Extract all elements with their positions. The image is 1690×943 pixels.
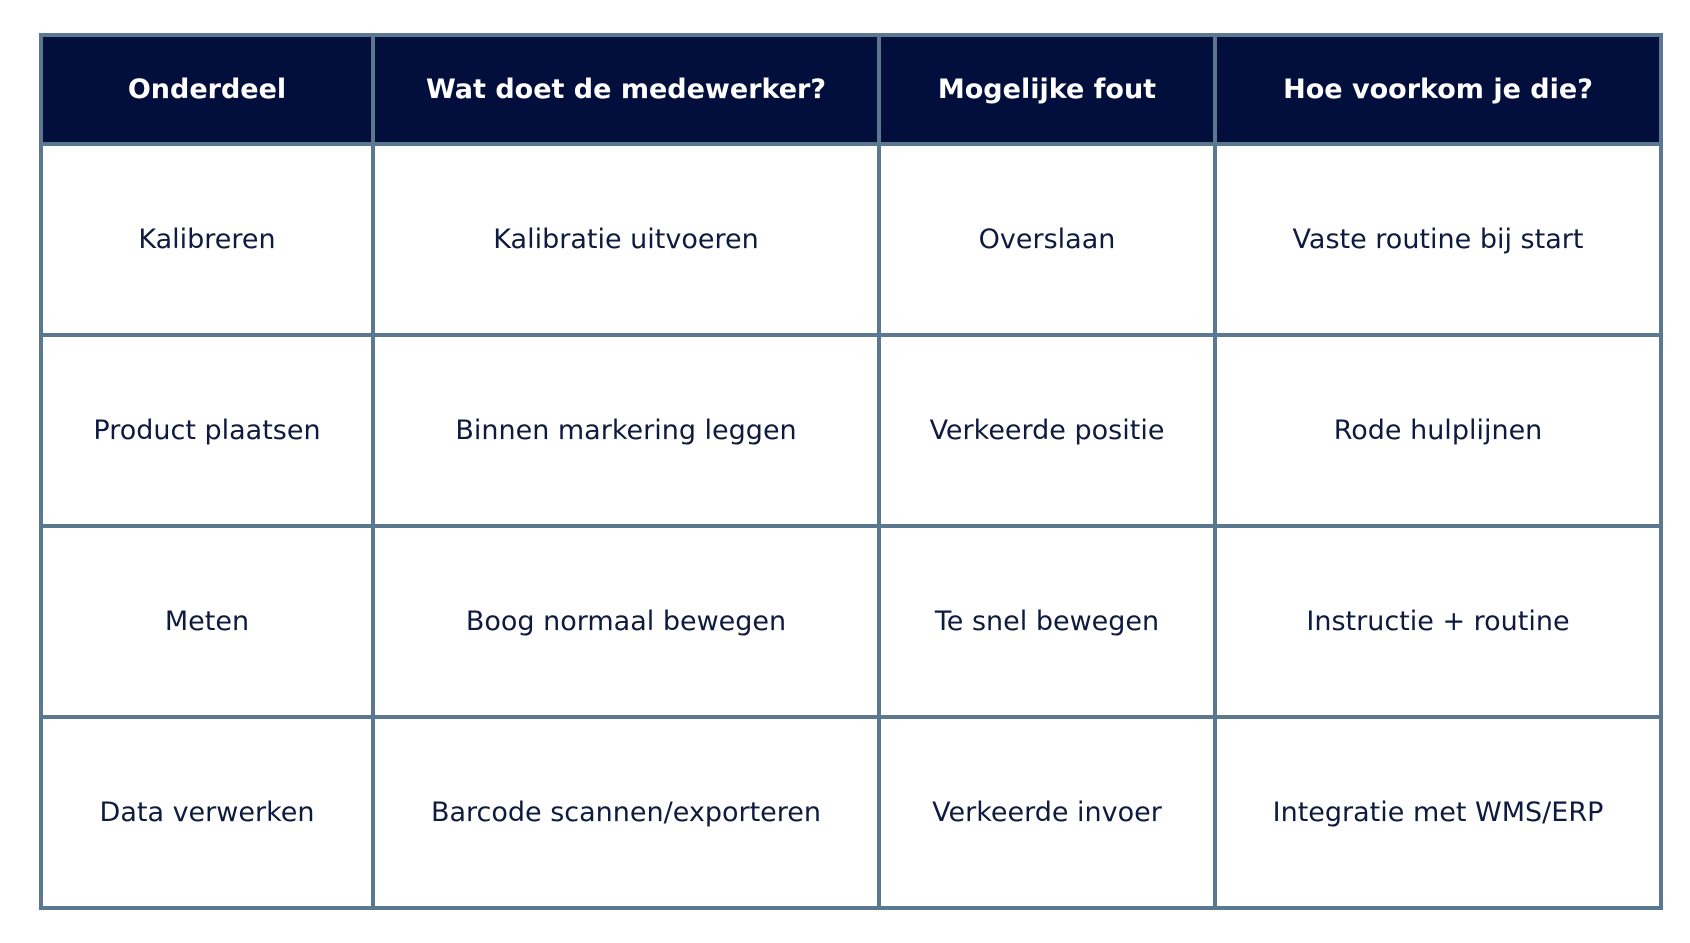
procedure-table-container (39, 33, 1663, 910)
table-cell-actie: Kalibratie uitvoeren (373, 144, 879, 335)
table-row (41, 144, 1661, 335)
table-cell-actie: Binnen markering leggen (373, 335, 879, 526)
table-cell-preventie: Instructie + routine (1215, 526, 1661, 717)
table-cell-actie: Boog normaal bewegen (373, 526, 879, 717)
column-header-mogelijke-fout: Mogelijke fout (879, 35, 1215, 144)
column-header-onderdeel: Onderdeel (41, 35, 373, 144)
column-header-wat-doet-de-medewerker: Wat doet de medewerker? (373, 35, 879, 144)
table-row (41, 526, 1661, 717)
table-cell-onderdeel: Kalibreren (41, 144, 373, 335)
table-cell-onderdeel: Product plaatsen (41, 335, 373, 526)
column-header-hoe-voorkom-je-die: Hoe voorkom je die? (1215, 35, 1661, 144)
table-cell-actie: Barcode scannen/exporteren (373, 717, 879, 908)
table-cell-fout: Verkeerde positie (879, 335, 1215, 526)
table-cell-onderdeel: Data verwerken (41, 717, 373, 908)
table-cell-fout: Overslaan (879, 144, 1215, 335)
table-header-row (41, 35, 1661, 144)
table-cell-onderdeel: Meten (41, 526, 373, 717)
table-cell-fout: Verkeerde invoer (879, 717, 1215, 908)
table-cell-fout: Te snel bewegen (879, 526, 1215, 717)
table-cell-preventie: Vaste routine bij start (1215, 144, 1661, 335)
table-cell-preventie: Rode hulplijnen (1215, 335, 1661, 526)
procedure-table (39, 33, 1663, 910)
table-row (41, 717, 1661, 908)
table-row (41, 335, 1661, 526)
table-cell-preventie: Integratie met WMS/ERP (1215, 717, 1661, 908)
